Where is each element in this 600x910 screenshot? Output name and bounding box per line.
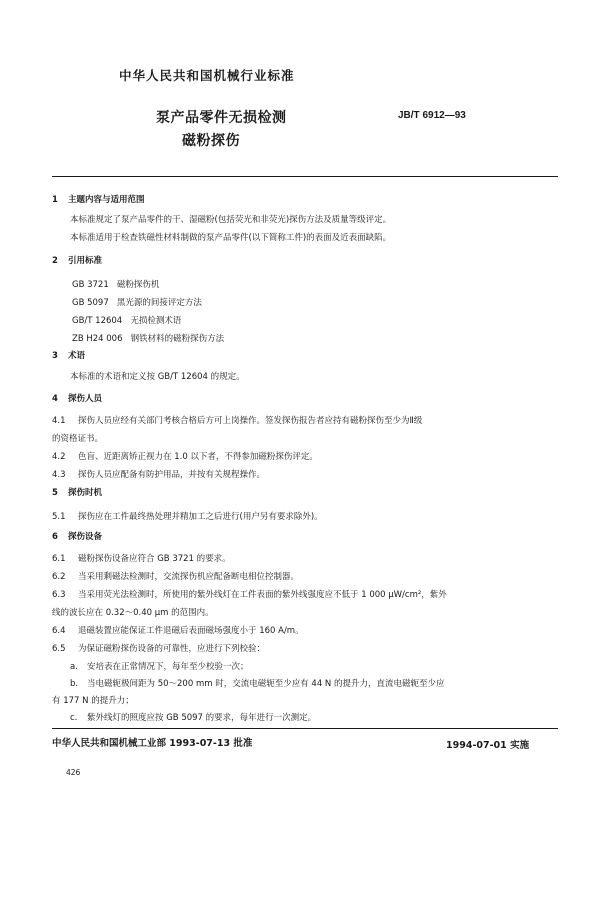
section-1-heading (52, 193, 145, 205)
reference-item (72, 278, 159, 290)
implementation-date: 1994-07-01 实施 (446, 740, 530, 751)
clause-text: 探伤人员应经有关部门考核合格后方可上岗操作。签发探伤报告者应持有磁粉探伤至少为Ⅱ级 (78, 416, 423, 426)
section-title: 引用标准 (68, 256, 103, 266)
section-1-para-2: 本标准适用于检查铁磁性材料制做的泵产品零件(以下简称工件)的表面及近表面缺陷。 (70, 233, 392, 243)
reference-name: 黑光源的间接评定方法 (116, 298, 202, 308)
clause-number: 6.5 (52, 644, 66, 654)
clause-6-1 (52, 552, 231, 564)
section-number: 5 (52, 488, 58, 498)
reference-code: GB/T 12604 (72, 316, 123, 326)
list-item-b-continued: 有 177 N 的提升力； (52, 696, 134, 706)
list-item-b (70, 677, 445, 689)
reference-name: 无损检测术语 (130, 316, 182, 326)
section-5-heading (52, 486, 102, 498)
section-3-heading (52, 349, 85, 361)
clause-text: 当采用剩磁法检测时，交流探伤机应配备断电相位控制器。 (78, 572, 300, 582)
clause-text: 退磁装置应能保证工件退磁后表面磁场强度小于 160 A/m。 (78, 626, 304, 636)
clause-number: 6.3 (52, 590, 66, 600)
reference-item (72, 296, 202, 308)
footer-divider (52, 728, 558, 729)
list-item-a (70, 660, 249, 672)
standard-number: JB/T 6912—93 (398, 110, 466, 121)
clause-4-1-continued: 的资格证书。 (52, 434, 104, 444)
document-title: 泵产品零件无损检测 (156, 110, 287, 126)
clause-number: 6.4 (52, 626, 66, 636)
clause-4-1 (52, 414, 422, 426)
section-number: 1 (52, 195, 58, 205)
reference-item (72, 332, 224, 344)
section-2-heading (52, 254, 102, 266)
clause-text: 磁粉探伤设备应符合 GB 3721 的要求。 (78, 554, 231, 564)
section-title: 探伤时机 (68, 488, 103, 498)
list-label: b. (70, 679, 79, 689)
clause-number: 4.2 (52, 452, 66, 462)
list-text: 当电磁轭极间距为 50～200 mm 时，交流电磁轭至少应有 44 N 的提升力，直流电磁轭至少应 (87, 679, 445, 689)
clause-6-5 (52, 642, 265, 654)
reference-code: ZB H24 006 (72, 334, 123, 344)
section-number: 2 (52, 256, 58, 266)
section-title: 主题内容与适用范围 (68, 195, 145, 205)
clause-6-3 (52, 588, 447, 600)
clause-4-3 (52, 468, 265, 480)
list-item-c (70, 711, 316, 723)
approval-info: 中华人民共和国机械工业部 1993-07-13 批准 (52, 738, 253, 749)
clause-number: 6.2 (52, 572, 66, 582)
clause-text: 当采用荧光法检测时，所使用的紫外线灯在工件表面的紫外线强度应不低于 1 000 μW/cm²，紫外 (78, 590, 447, 600)
clause-text: 为保证磁粉探伤设备的可靠性，应进行下列校验： (78, 644, 266, 654)
section-number: 4 (52, 394, 58, 404)
reference-name: 磁粉探伤机 (116, 280, 160, 290)
reference-item (72, 314, 181, 326)
section-number: 6 (52, 532, 58, 542)
reference-code: GB 5097 (72, 298, 109, 308)
header-divider (52, 176, 558, 177)
clause-5-1 (52, 510, 323, 522)
list-text: 紫外线灯的照度应按 GB 5097 的要求，每年进行一次测定。 (87, 713, 317, 723)
list-text: 安培表在正常情况下，每年至少校验一次； (87, 662, 249, 672)
clause-6-4 (52, 624, 304, 636)
page-number: 426 (66, 768, 81, 777)
clause-number: 5.1 (52, 512, 66, 522)
reference-name: 钢铁材料的磁粉探伤方法 (130, 334, 225, 344)
clause-text: 探伤人员应配备有防护用品，并按有关规程操作。 (78, 470, 266, 480)
section-6-heading (52, 530, 102, 542)
clause-text: 探伤应在工件最终热处理并精加工之后进行(用户另有要求除外)。 (78, 512, 323, 522)
clause-6-2 (52, 570, 299, 582)
clause-4-2 (52, 450, 318, 462)
clause-number: 4.1 (52, 416, 66, 426)
section-title: 探伤设备 (68, 532, 103, 542)
clause-number: 6.1 (52, 554, 66, 564)
list-label: a. (70, 662, 78, 672)
clause-text: 色盲、近距离矫正视力在 1.0 以下者，不得参加磁粉探伤评定。 (78, 452, 318, 462)
section-title: 术语 (68, 351, 86, 361)
clause-6-3-continued: 线的波长应在 0.32～0.40 μm 的范围内。 (52, 608, 214, 618)
clause-number: 4.3 (52, 470, 66, 480)
section-3-para: 本标准的术语和定义按 GB/T 12604 的规定。 (70, 372, 245, 382)
section-number: 3 (52, 351, 58, 361)
reference-code: GB 3721 (72, 280, 109, 290)
section-4-heading (52, 392, 102, 404)
list-label: c. (70, 713, 78, 723)
issuing-authority-header: 中华人民共和国机械行业标准 (119, 68, 295, 83)
section-title: 探伤人员 (68, 394, 103, 404)
document-subtitle: 磁粉探伤 (182, 133, 240, 149)
section-1-para-1: 本标准规定了泵产品零件的干、湿磁粉(包括荧光和非荧光)探伤方法及质量等级评定。 (70, 215, 392, 225)
